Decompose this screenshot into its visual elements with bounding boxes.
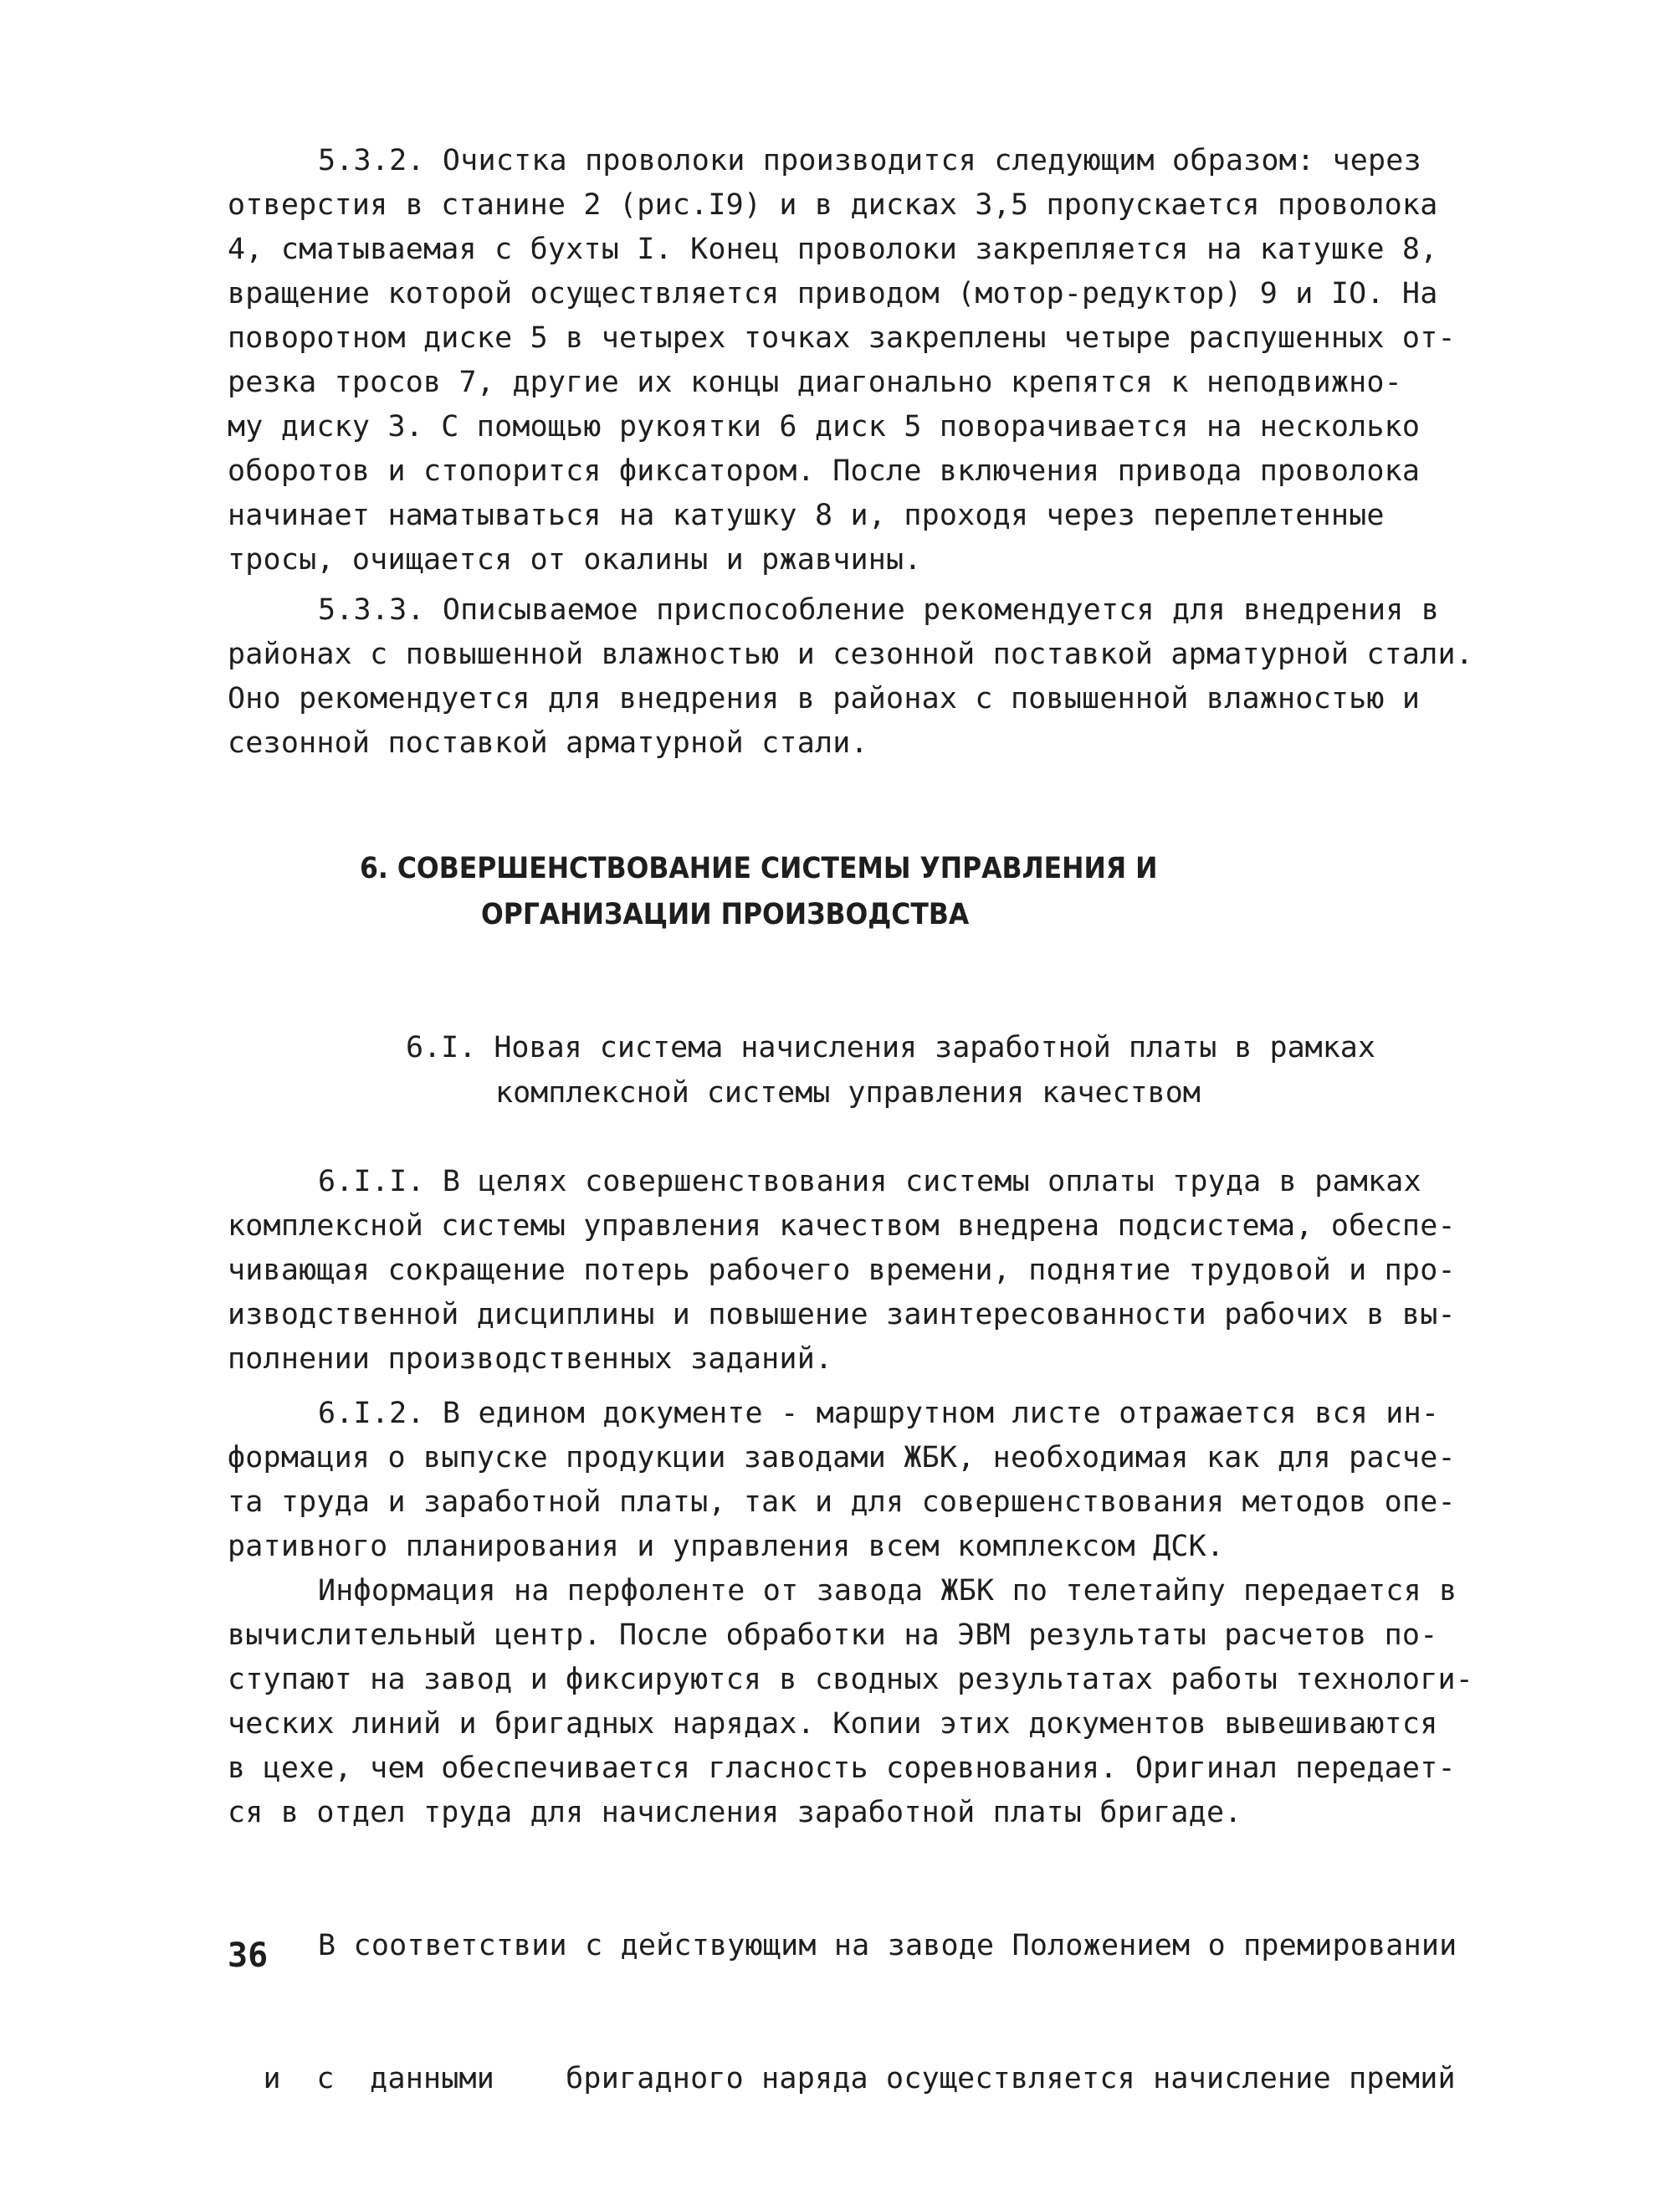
text-line: В соответствии с действующим на заводе Положением о премировании: [318, 1929, 1457, 1962]
paragraph-6-1-2: [228, 1392, 1483, 1569]
paragraph-premium: [228, 1835, 1483, 2190]
text-line: изводственной дисциплины и повышение заинтересованности рабочих в вы-: [228, 1298, 1456, 1331]
text-line: полнении производственных заданий.: [228, 1342, 833, 1376]
text-line: 6.I.I. В целях совершенствования системы оплаты труда в рамках: [318, 1165, 1421, 1198]
text-line: тросы, очищается от окалины и ржавчины.: [228, 543, 922, 577]
text-line: 5.3.2. Очистка проволоки производится следующим образом: через: [318, 144, 1421, 177]
paragraph-6-1-1: [228, 1160, 1483, 1382]
section-6-heading-line-2: ОРГАНИЗАЦИИ ПРОИЗВОДСТВА: [481, 898, 970, 931]
text-line: начинает наматываться на катушку 8 и, проходя через переплетенные: [228, 499, 1385, 532]
text-line: сезонной поставкой арматурной стали.: [228, 726, 868, 760]
text-line: та труда и заработной платы, так и для совершенствования методов опе-: [228, 1485, 1456, 1519]
text-line: 4, сматываемая с бухты I. Конец проволоки закрепляется на катушке 8,: [228, 233, 1438, 266]
paragraph-information: [228, 1569, 1483, 1835]
text-line: ся в отдел труда для начисления заработной платы бригаде.: [228, 1796, 1242, 1829]
text-line: 5.3.3. Описываемое приспособление рекомендуется для внедрения в: [318, 593, 1440, 627]
text-line: в цехе, чем обеспечивается гласность соревнования. Оригинал передает-: [228, 1751, 1456, 1785]
page-number: 36: [228, 1936, 269, 1975]
section-6-1-heading-line-2: комплексной системы управления качеством: [495, 1076, 1201, 1110]
text-line: вращение которой осуществляется приводом (мотор-редуктор) 9 и IO. На: [228, 277, 1438, 310]
text-line: вычислительный центр. После обработки на ЭВМ результаты расчетов по-: [228, 1618, 1438, 1652]
text-line: оборотов и стопорится фиксатором. После включения привода проволока: [228, 454, 1421, 488]
section-6-1-heading-line-1: 6.I. Новая система начисления заработной платы в рамках: [406, 1031, 1375, 1064]
text-line: комплексной системы управления качеством внедрена подсистема, обеспе-: [228, 1209, 1456, 1243]
text-line: 6.I.2. В едином документе - маршрутном листе отражается вся ин-: [318, 1397, 1440, 1430]
text-line: Оно рекомендуется для внедрения в районах с повышенной влажностью и: [228, 682, 1421, 715]
text-line: ративного планирования и управления всем комплексом ДСК.: [228, 1530, 1225, 1563]
text-line: ческих линий и бригадных нарядах. Копии этих документов вывешиваются: [228, 1707, 1438, 1741]
text-line: чивающая сокращение потерь рабочего времени, поднятие трудовой и про-: [228, 1254, 1456, 1287]
section-6-heading-line-1: 6. СОВЕРШЕНСТВОВАНИЕ СИСТЕМЫ УПРАВЛЕНИЯ И: [360, 852, 1158, 885]
paragraph-5-3-2: [228, 139, 1483, 582]
text-line: поворотном диске 5 в четырех точках закреплены четыре распушенных от-: [228, 321, 1456, 355]
text-line: районах с повышенной влажностью и сезонной поставкой арматурной стали.: [228, 638, 1474, 671]
text-line: и с данными бригадного наряда осуществляется начисление премий: [228, 2062, 1456, 2095]
text-line: Информация на перфоленте от завода ЖБК по телетайпу передается в: [318, 1574, 1457, 1608]
text-line: резка тросов 7, другие их концы диагонально крепятся к неподвижно-: [228, 366, 1402, 399]
text-line: ступают на завод и фиксируются в сводных результатах работы технологи-: [228, 1663, 1474, 1696]
text-line: му диску 3. С помощью рукоятки 6 диск 5 поворачивается на несколько: [228, 410, 1421, 444]
text-line: отверстия в станине 2 (рис.I9) и в дисках 3,5 пропускается проволока: [228, 188, 1438, 222]
text-line: формация о выпуске продукции заводами ЖБК, необходимая как для расче-: [228, 1441, 1456, 1475]
paragraph-5-3-3: [228, 588, 1483, 766]
